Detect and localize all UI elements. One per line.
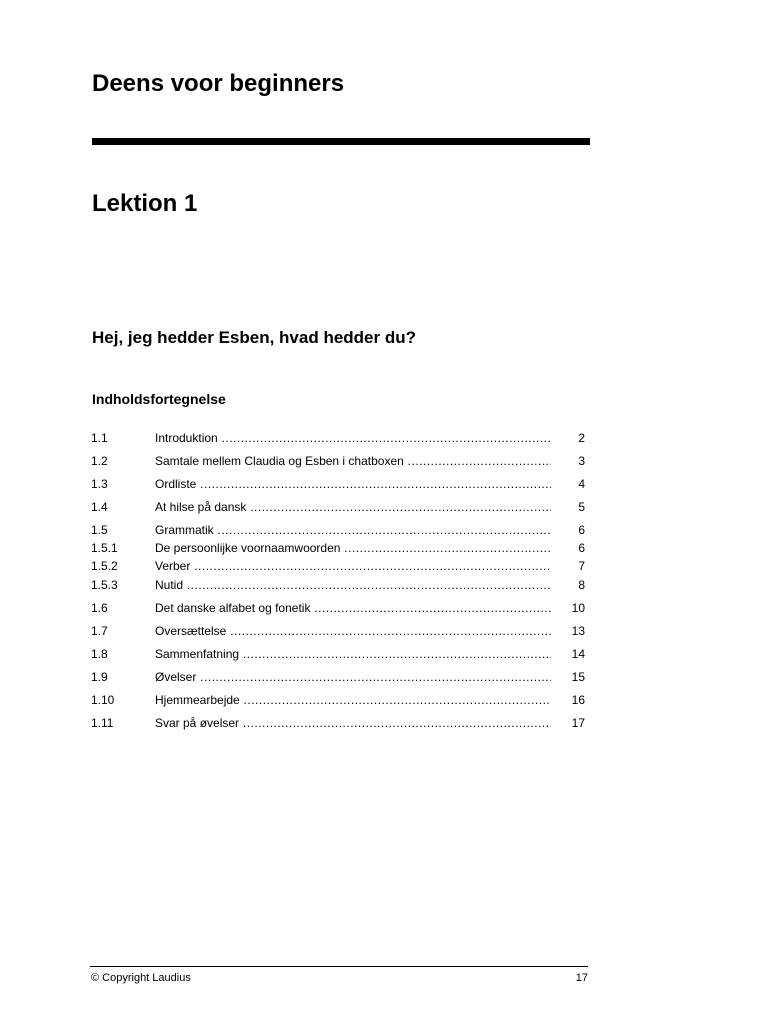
toc-row[interactable] [91,693,585,707]
toc-heading: Indholdsfortegnelse [92,391,226,407]
toc-row[interactable] [91,500,585,514]
toc-page-number: 14 [571,647,585,661]
toc-row[interactable] [91,559,585,573]
toc-label: Hjemmearbejde ..... [155,693,551,707]
toc-label: At hilse på dansk ..... [155,500,551,514]
toc-row[interactable] [91,578,585,592]
toc-page-number: 8 [578,578,585,592]
toc-label: Grammatik ..... [155,523,551,537]
toc-row[interactable] [91,716,585,730]
toc-label: Samtale mellem Claudia og Esben i chatboxen ..... [155,454,551,468]
toc-number: 1.5.2 [91,559,118,573]
lesson-title: Lektion 1 [92,190,198,217]
toc-number: 1.1 [91,431,108,445]
document-title: Deens voor beginners [92,70,345,97]
toc-number: 1.10 [91,693,115,707]
toc-page-number: 15 [571,670,585,684]
toc-label: Nutid ..... [155,578,551,592]
toc-number: 1.6 [91,601,108,615]
footer-page-number: 17 [575,972,588,984]
toc-number: 1.4 [91,500,108,514]
toc-row[interactable] [91,647,585,661]
toc-label: De persoonlijke voornaamwoorden ..... [155,541,551,555]
toc-page-number: 2 [578,431,585,445]
toc-label: Verber ..... [155,559,551,573]
lesson-subtitle: Hej, jeg hedder Esben, hvad hedder du? [92,328,417,347]
toc-row[interactable] [91,477,585,491]
toc-number: 1.5 [91,523,108,537]
toc-page-number: 3 [578,454,585,468]
toc-label: Det danske alfabet og fonetik ..... [155,601,551,615]
toc-page-number: 5 [578,500,585,514]
title-divider [92,138,590,145]
toc-number: 1.5.1 [91,541,118,555]
toc-page-number: 10 [571,601,585,615]
toc-page-number: 16 [571,693,585,707]
toc-label: Sammenfatning ..... [155,647,551,661]
toc-label: Ordliste ..... [155,477,551,491]
toc-page-number: 6 [578,541,585,555]
footer-divider [90,966,588,967]
toc-page-number: 13 [571,624,585,638]
toc-label: Svar på øvelser ..... [155,716,551,730]
toc-number: 1.9 [91,670,108,684]
toc-row[interactable] [91,454,585,468]
toc-number: 1.11 [91,716,114,730]
toc-row[interactable] [91,624,585,638]
toc-row[interactable] [91,431,585,445]
toc-number: 1.5.3 [91,578,118,592]
toc-label: Øvelser ..... [155,670,551,684]
toc-number: 1.7 [91,624,108,638]
toc-row[interactable] [91,601,585,615]
toc-page-number: 6 [578,523,585,537]
toc-number: 1.8 [91,647,108,661]
toc-number: 1.2 [91,454,108,468]
toc-label: Introduktion ..... [155,431,551,445]
toc-row[interactable] [91,670,585,684]
toc-row[interactable] [91,541,585,555]
toc-number: 1.3 [91,477,108,491]
toc-label: Oversættelse ..... [155,624,551,638]
toc-page-number: 17 [571,716,585,730]
footer-copyright: © Copyright Laudius [91,972,191,984]
toc-page-number: 4 [578,477,585,491]
toc-page-number: 7 [578,559,585,573]
toc-row[interactable] [91,523,585,537]
